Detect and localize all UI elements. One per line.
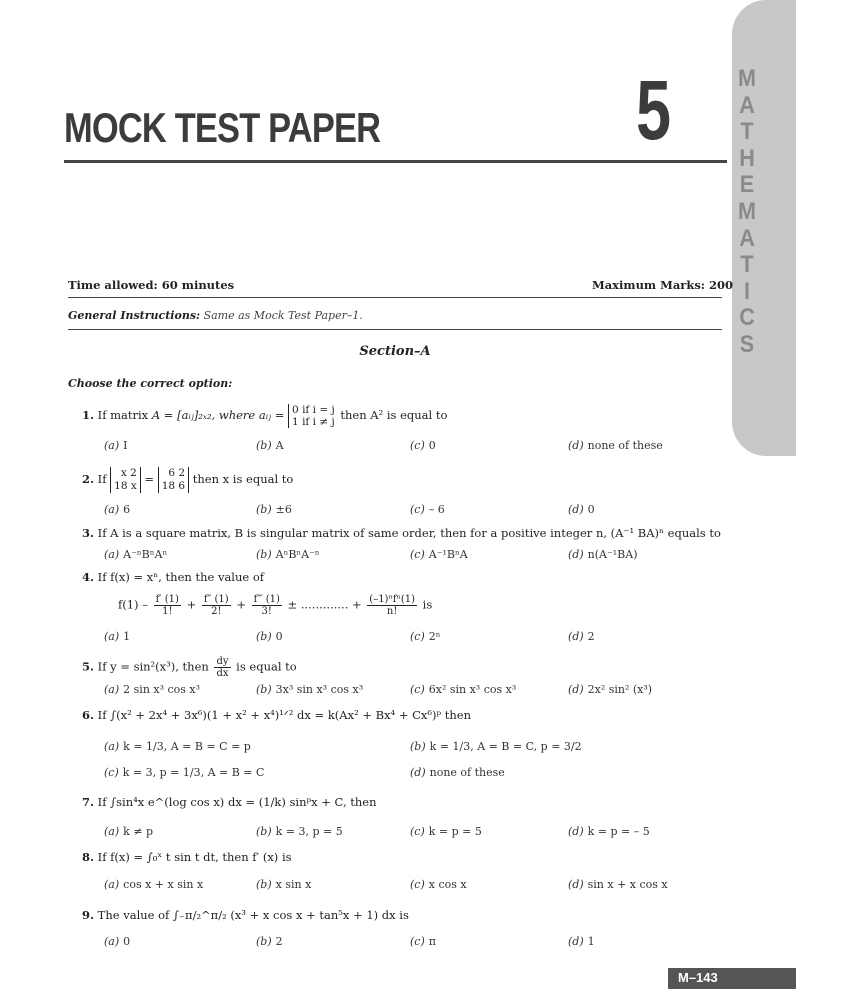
option-a [104,683,200,696]
option-c [104,766,264,779]
question-number: 1. [82,408,95,422]
option-c [410,935,436,948]
time-allowed: Time allowed: 60 minutes [68,278,235,292]
question-text: If ∫(x² + 2x⁴ + 3x⁶)(1 + x² + x⁴)¹ᐟ² dx = k(Ax² + Bx⁴ + Cx⁶)ᵖ then [97,708,471,722]
option-text: 1 [123,630,131,643]
option-text: 1 [587,935,595,948]
option-text: ±6 [275,503,292,516]
option-text: A⁻ⁿBⁿAⁿ [123,548,168,561]
option-text: 3x³ sin x³ cos x³ [275,683,364,696]
det-row: 18 x [114,480,137,492]
option-text: k ≠ p [123,825,154,838]
question-6 [82,708,471,722]
option-text: A⁻¹BⁿA [428,548,468,561]
det-row: 6 2 [168,467,186,479]
series-term: $\frac{f‴ (1)}{3!}$ [253,594,280,617]
option-label: (d) [568,825,584,838]
question-text: If y = sin²(x³), then [97,659,209,674]
option-label: (d) [568,935,584,948]
question-text: If matrix [97,408,149,422]
option-a [104,548,167,561]
question-text-tail: then x is equal to [192,472,294,486]
side-letter: M [738,197,756,225]
option-label: (b) [256,630,272,643]
option-text: k = p = – 5 [587,825,650,838]
question-text: If f(x) = ∫₀ˣ t sin t dt, then f′ (x) is [97,850,292,864]
option-text: AⁿBⁿA⁻ⁿ [275,548,320,561]
option-label: (a) [104,548,120,561]
side-label-mathematics [732,66,762,359]
option-d [568,825,650,838]
question-text: If ∫sin⁴x e^(log cos x) dx = (1/k) sinᵖx + C, then [97,795,377,809]
question-2: 2. If x 2 18 x = 6 2 18 6 then x is equal to [82,467,294,492]
option-b [410,740,582,753]
option-text: 0 [275,630,283,643]
option-b [256,878,311,891]
choose-instruction: Choose the correct option: [68,377,233,390]
option-label: (c) [410,439,425,452]
side-letter: C [739,304,755,332]
option-a [104,439,128,452]
option-d [568,439,663,452]
option-a [104,630,130,643]
option-label: (a) [104,935,120,948]
piecewise-cases [288,404,335,428]
option-label: (c) [410,825,425,838]
case-bottom: 1 if i ≠ j [292,416,335,428]
option-label: (c) [410,548,425,561]
page-number: M–143 [678,970,718,985]
option-b [256,935,283,948]
question-number: 7. [82,795,95,809]
series-lead: f(1) – [118,597,148,612]
option-label: (b) [256,548,272,561]
side-letter: H [739,144,755,172]
option-text: – 6 [428,503,445,516]
side-letter: E [739,171,755,199]
side-letter: A [739,91,755,119]
option-text: 2 sin x³ cos x³ [123,683,201,696]
option-c [410,548,468,561]
option-label: (d) [410,766,426,779]
question-text: The value of ∫₋π/₂^π/₂ (x³ + x cos x + tan⁵x + 1) dx is [97,908,409,922]
option-text: k = p = 5 [428,825,482,838]
option-label: (c) [410,935,425,948]
option-label: (a) [104,825,120,838]
option-label: (d) [568,878,584,891]
option-d [568,683,652,696]
page-title: MOCK TEST PAPER [64,104,381,151]
question-number: 8. [82,850,95,864]
gi-text: Same as Mock Test Paper–1. [203,309,363,322]
option-label: (a) [104,503,120,516]
option-text: x cos x [428,878,467,891]
option-label: (b) [256,878,272,891]
option-b [256,630,283,643]
option-label: (b) [256,935,272,948]
case-top: 0 if i = j [292,404,335,416]
option-label: (b) [256,683,272,696]
option-c [410,878,467,891]
determinant-right [158,467,189,493]
option-label: (c) [104,766,119,779]
option-c [410,825,482,838]
option-text: n(A⁻¹BA) [587,548,638,561]
question-number: 9. [82,908,95,922]
option-label: (a) [104,630,120,643]
option-c [410,503,445,516]
paper-number: 5 [636,63,672,157]
option-a [104,878,203,891]
determinant-left [110,467,141,493]
option-text: none of these [587,439,663,452]
option-label: (a) [104,439,120,452]
option-label: (c) [410,503,425,516]
general-instructions [68,309,363,322]
option-text: none of these [429,766,505,779]
option-label: (b) [410,740,426,753]
option-label: (b) [256,439,272,452]
option-text: 2 [275,935,283,948]
question-text: If f(x) = xⁿ, then the value of [97,570,265,584]
option-b [256,825,343,838]
side-letter: T [740,118,754,146]
option-text: 0 [587,503,595,516]
option-label: (d) [568,503,584,516]
question-3 [82,526,721,540]
option-label: (b) [256,825,272,838]
question-8 [82,850,292,864]
option-label: (a) [104,683,120,696]
option-b [256,439,284,452]
series-dots: ± ............. + [287,597,362,612]
option-d [568,935,595,948]
question-text-tail: then A² is equal to [340,408,448,422]
meta-rule-bottom [68,329,722,330]
question-number: 6. [82,708,95,722]
meta-rule-top [68,297,722,298]
option-text: 6x² sin x³ cos x³ [428,683,517,696]
series-term: $\frac{f'' (1)}{2!}$ [203,594,229,617]
question-text: If A is a square matrix, B is singular matrix of same order, then for a positive integer n, (A⁻¹ BA)ⁿ equals to [97,526,721,540]
option-label: (a) [104,740,120,753]
option-label: (d) [568,683,584,696]
option-text: 0 [123,935,131,948]
det-row: 18 6 [161,480,186,492]
option-a [104,740,251,753]
det-row: x 2 [120,467,137,479]
option-text: k = 1/3, A = B = C = p [123,740,251,753]
option-label: (d) [568,548,584,561]
option-text: 2 [587,630,595,643]
section-title: Section–A [359,344,431,359]
option-d [568,503,595,516]
question-1 [82,404,447,428]
option-text: π [428,935,436,948]
side-letter: I [743,277,750,305]
side-letter: T [740,251,754,279]
side-letter: S [739,330,755,358]
option-label: (b) [256,503,272,516]
question-7 [82,795,377,809]
option-a [104,503,130,516]
q4-series: f(1) – $\frac{f' (1)}{1!}$ + $\frac{f'' (1)}{2!}$ + $\frac{f‴ (1)}{3!}$ ± ............. + $\frac{\text{(–1)ⁿfⁿ(1)}}{n!}$ is [118,594,433,617]
question-number: 2. [82,472,95,486]
option-c [410,630,441,643]
option-text: 6 [123,503,131,516]
option-d [568,878,668,891]
side-letter: A [739,224,755,252]
option-text: 2x² sin² (x³) [587,683,653,696]
page-number-badge [668,968,796,989]
option-text: k = 1/3, A = B = C, p = 3/2 [429,740,582,753]
option-label: (c) [410,878,425,891]
derivative-fraction: $\frac{dy}{dx}$ [216,656,229,679]
option-label: (d) [568,630,584,643]
question-number: 3. [82,526,95,540]
gi-label: General Instructions: [68,309,201,322]
option-c [410,683,516,696]
option-label: (c) [410,683,425,696]
question-text: If [97,472,107,486]
option-a [104,935,130,948]
option-text: k = 3, p = 5 [275,825,343,838]
option-b [256,548,320,561]
option-d [410,766,505,779]
question-5 [82,656,297,679]
series-term: $\frac{\text{(–1)ⁿfⁿ(1)}}{n!}$ [369,594,415,617]
option-text: x sin x [275,878,312,891]
matrix-definition: A = [aᵢⱼ]₂ₓ₂, where aᵢⱼ = [151,408,285,422]
option-a [104,825,153,838]
option-d [568,630,595,643]
option-b [256,683,363,696]
max-marks: Maximum Marks: 200 [592,278,734,292]
option-d [568,548,637,561]
option-text: sin x + x cos x [587,878,668,891]
question-4 [82,570,264,584]
title-rule [64,160,727,163]
series-tail: is [422,597,433,612]
side-letter: M [738,65,756,92]
option-c [410,439,436,452]
option-text: 2ⁿ [428,630,441,643]
option-label: (d) [568,439,584,452]
option-text: cos x + x sin x [123,878,204,891]
option-text: I [123,439,128,452]
series-term: $\frac{f' (1)}{1!}$ [155,594,179,617]
question-number: 5. [82,659,95,674]
option-text: 0 [428,439,436,452]
option-text: A [275,439,284,452]
option-text: k = 3, p = 1/3, A = B = C [122,766,265,779]
question-9 [82,908,409,922]
question-number: 4. [82,570,95,584]
option-b [256,503,292,516]
question-text-tail: is equal to [236,659,297,674]
option-label: (a) [104,878,120,891]
option-label: (c) [410,630,425,643]
